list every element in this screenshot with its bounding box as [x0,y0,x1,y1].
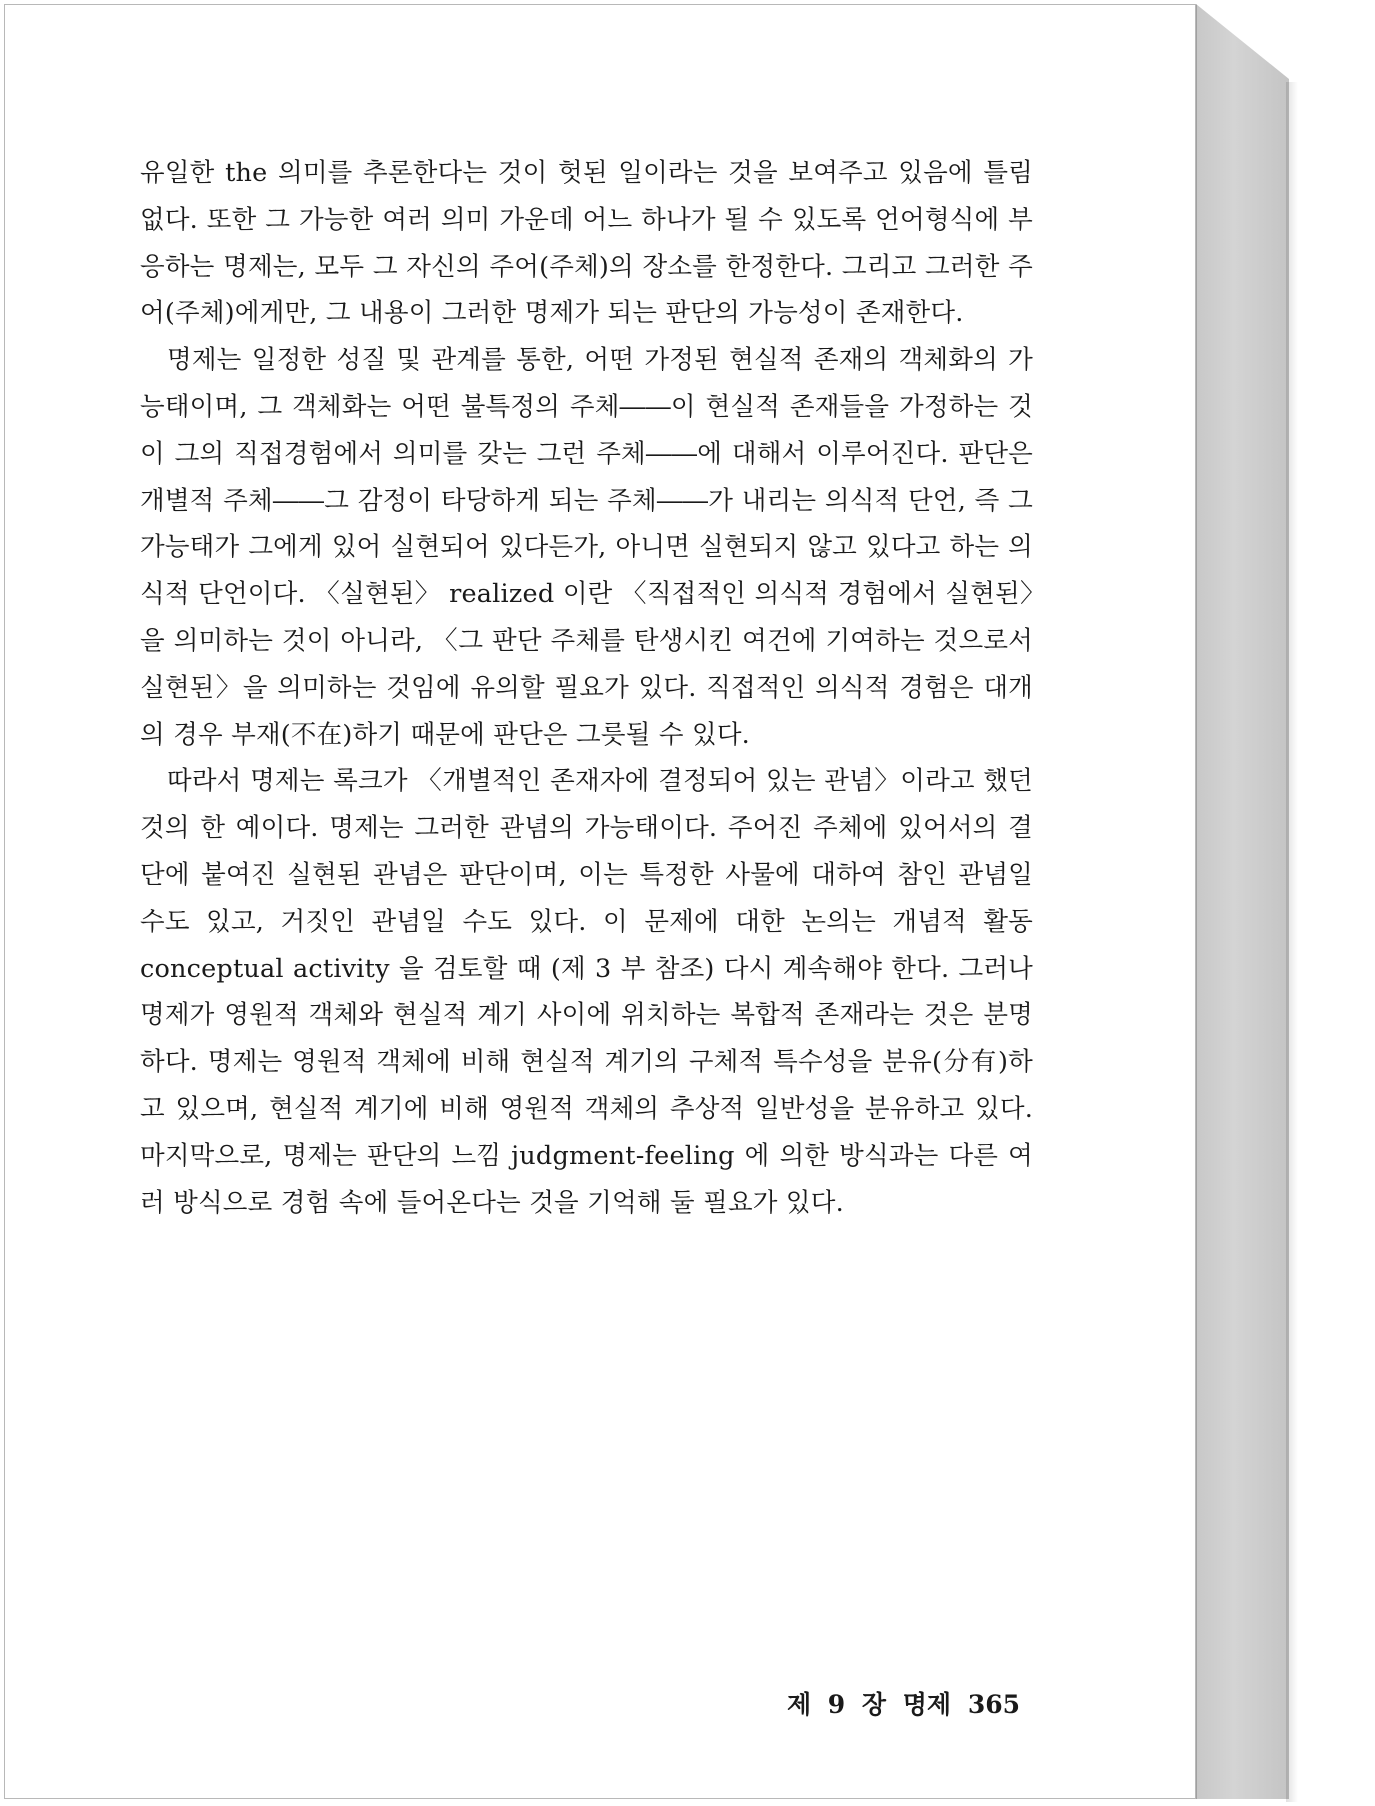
footer-title: 명제 [902,1690,952,1719]
page-footer [780,1685,1020,1721]
paragraph-3: 따라서 명제는 록크가 〈개별적인 존재자에 결정되어 있는 관념〉이라고 했던 것의 한 예이다. 명제는 그러한 관념의 가능태이다. 주어진 주체에 있어서의 결단에 붙여진 실현된 관념은 판단이며, 이는 특정한 사물에 대하여 참인 관념일 수도 있고, 거짓인 관념일 수도 있다. 이 문제에 대한 논의는 개념적 활동 conceptual activity 을 검토할 때 (제 3 부 참조) 다시 계속해야 한다. 그러나 명제가 영원적 객체와 현실적 계기 사이에 위치하는 복합적 존재라는 것은 분명하다. 명제는 영원적 객체에 비해 현실적 계기의 구체적 특수성을 분유(分有)하고 있으며, 현실적 계기에 비해 영원적 객체의 추상적 일반성을 분유하고 있다. 마지막으로, 명제는 판단의 느낌 judgment-feeling 에 의한 방식과는 다른 여러 방식으로 경험 속에 들어온다는 것을 기억해 둘 필요가 있다. [140,766,1033,1218]
paragraph-2: 명제는 일정한 성질 및 관계를 통한, 어떤 가정된 현실적 존재의 객체화의 가능태이며, 그 객체화는 어떤 불특정의 주체――이 현실적 존재들을 가정하는 것이 그의 직접경험에서 의미를 갖는 그런 주체――에 대해서 이루어진다. 판단은 개별적 주체――그 감정이 타당하게 되는 주체――가 내리는 의식적 단언, 즉 그 가능태가 그에게 있어 실현되어 있다든가, 아니면 실현되지 않고 있다고 하는 의식적 단언이다. 〈실현된〉 realized 이란 〈직접적인 의식적 경험에서 실현된〉을 의미하는 것이 아니라, 〈그 판단 주체를 탄생시킨 여건에 기여하는 것으로서 실현된〉을 의미하는 것임에 유의할 필요가 있다. 직접적인 의식적 경험은 대개의 경우 부재(不在)하기 때문에 판단은 그릇될 수 있다. [140,345,1033,750]
page-number: 365 [967,1690,1020,1719]
body-text [140,150,1033,1226]
footer-chapter: 제 9 장 [786,1690,887,1719]
book-page-edge [1196,4,1289,1799]
paragraph-1: 유일한 the 의미를 추론한다는 것이 헛된 일이라는 것을 보여주고 있음에 틀림없다. 또한 그 가능한 여러 의미 가운데 어느 하나가 될 수 있도록 언어형식에 부응하는 명제는, 모두 그 자신의 주어(주체)의 장소를 한정한다. 그리고 그러한 주어(주체)에게만, 그 내용이 그러한 명제가 되는 판단의 가능성이 존재한다. [140,158,1033,329]
page-edge-shadow [1286,82,1298,1802]
